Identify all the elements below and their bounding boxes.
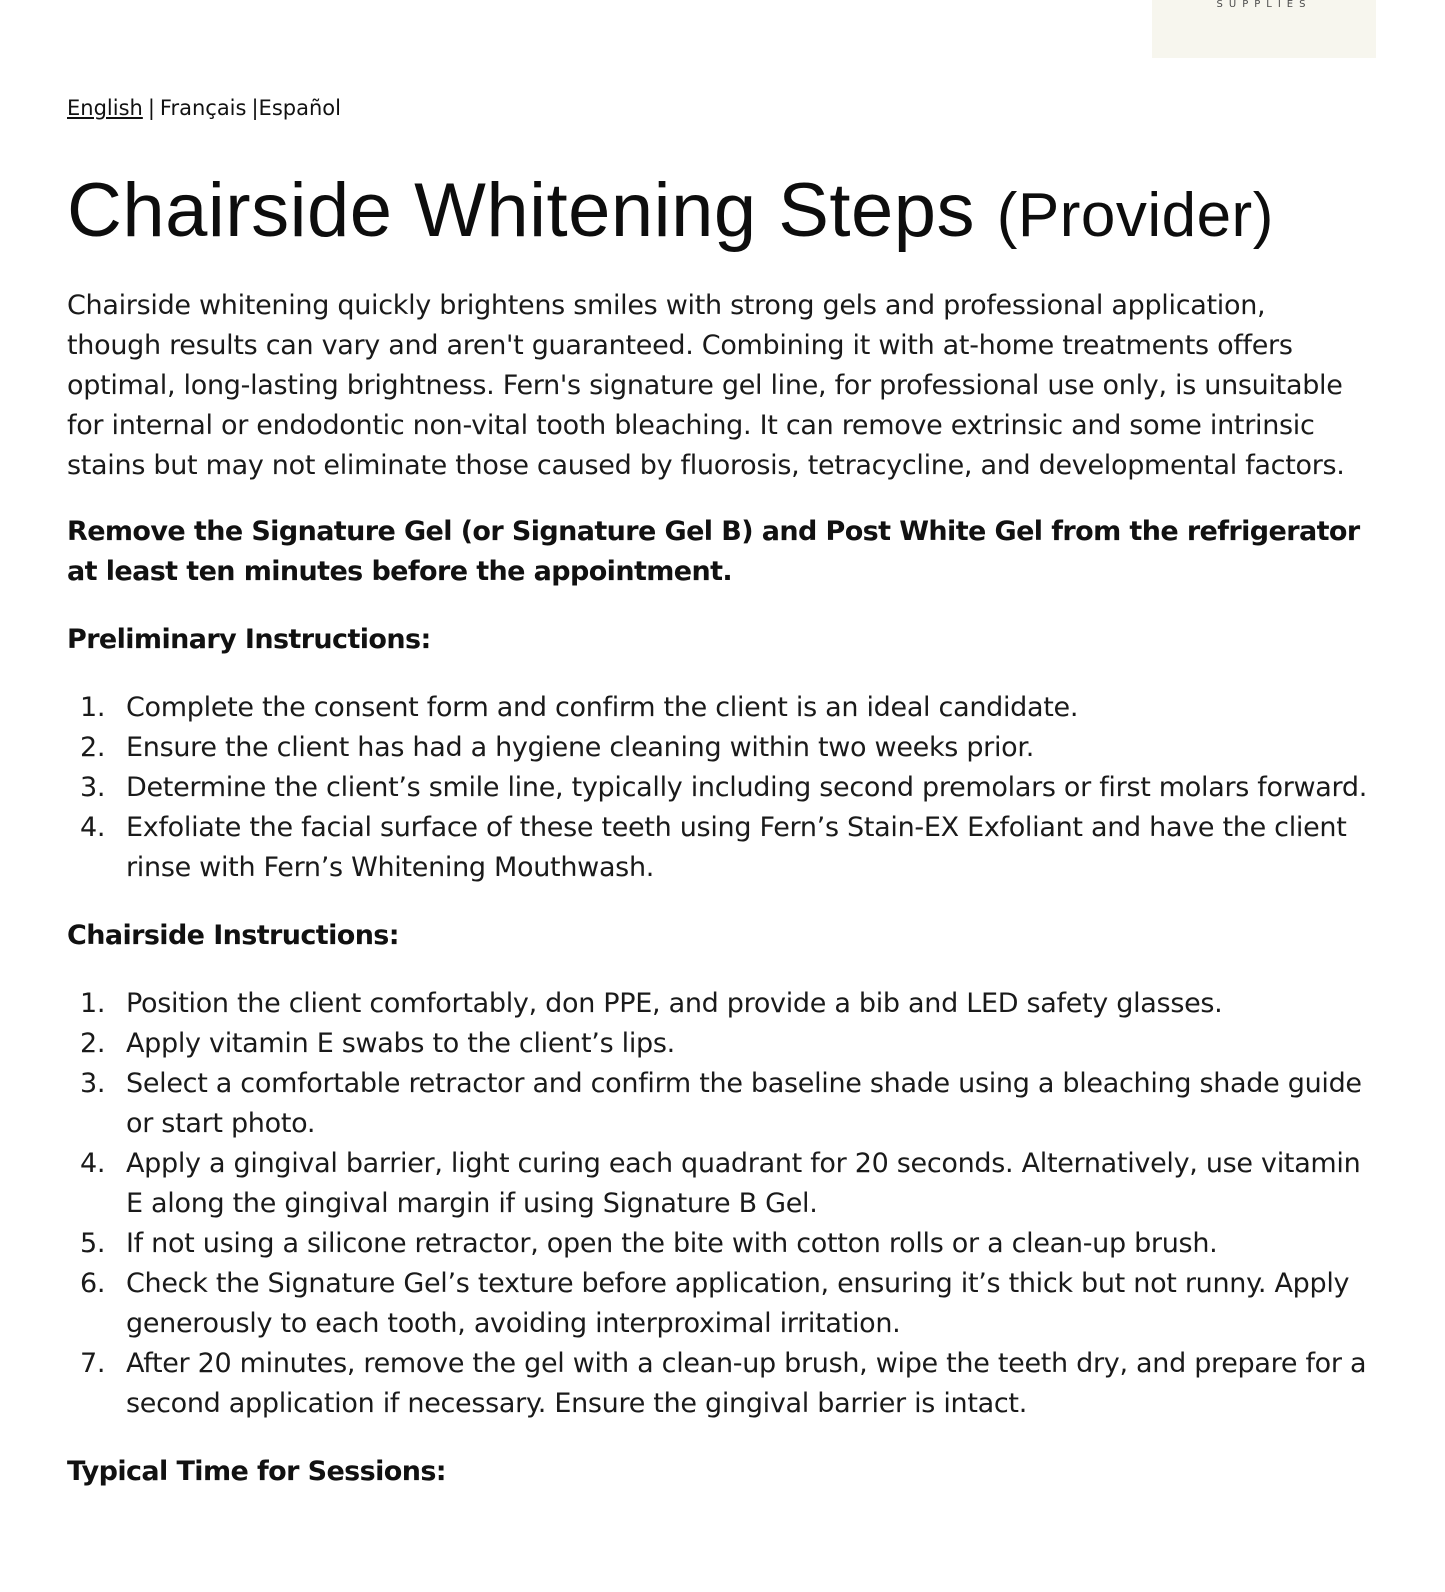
list-item-text: If not using a silicone retractor, open the bite with cotton rolls or a clean-up brush. [126, 1228, 1218, 1259]
chairside-list [67, 984, 1367, 1424]
list-item-number: 3. [80, 1068, 106, 1099]
language-link-english[interactable]: English [67, 96, 143, 120]
page-title [67, 165, 1367, 262]
list-item [67, 688, 1367, 728]
list-item-text: Position the client comfortably, don PPE, and provide a bib and LED safety glasses. [126, 988, 1223, 1019]
page-title-qualifier: (Provider) [996, 181, 1274, 250]
sessions-heading: Typical Time for Sessions: [67, 1456, 446, 1487]
list-item [67, 1224, 1367, 1264]
list-item-text: Apply vitamin E swabs to the client’s lips. [126, 1028, 675, 1059]
preliminary-heading: Preliminary Instructions: [67, 624, 431, 655]
list-item-number: 2. [80, 1028, 106, 1059]
list-item-text: Select a comfortable retractor and confirm the baseline shade using a bleaching shade guide or start photo. [126, 1068, 1362, 1139]
main-content [67, 165, 1367, 1492]
list-item-text: Complete the consent form and confirm the client is an ideal candidate. [126, 692, 1079, 723]
list-item-number: 1. [80, 988, 106, 1019]
list-item-number: 4. [80, 812, 106, 843]
language-separator: | [251, 96, 259, 120]
list-item [67, 984, 1367, 1024]
preliminary-list [67, 688, 1367, 888]
list-item [67, 1264, 1367, 1344]
list-item-text: Exfoliate the facial surface of these teeth using Fern’s Stain-EX Exfoliant and have the client rinse with Fern’s Whitening Mouthwash. [126, 812, 1347, 883]
logo-text: SUPPLIES [1216, 0, 1312, 10]
list-item-number: 1. [80, 692, 106, 723]
list-item-text: Ensure the client has had a hygiene cleaning within two weeks prior. [126, 732, 1035, 763]
list-item [67, 1344, 1367, 1424]
language-link-spanish[interactable]: Español [258, 96, 341, 120]
brand-logo[interactable] [1152, 0, 1376, 58]
list-item-number: 6. [80, 1268, 106, 1299]
refrigerator-notice: Remove the Signature Gel (or Signature Gel B) and Post White Gel from the refrigerator at least ten minutes before the appointment. [67, 516, 1360, 587]
list-item [67, 1064, 1367, 1144]
list-item-number: 4. [80, 1148, 106, 1179]
list-item [67, 1144, 1367, 1224]
list-item-text: Apply a gingival barrier, light curing each quadrant for 20 seconds. Alternatively, use vitamin E along the gingival margin if using Signature B Gel. [126, 1148, 1361, 1219]
list-item-number: 3. [80, 772, 106, 803]
list-item [67, 1024, 1367, 1064]
list-item-text: Determine the client’s smile line, typically including second premolars or first molars forward. [126, 772, 1367, 803]
language-link-french[interactable]: Français [159, 96, 247, 120]
list-item [67, 808, 1367, 888]
list-item [67, 728, 1367, 768]
list-item-text: After 20 minutes, remove the gel with a clean-up brush, wipe the teeth dry, and prepare for a second application if necessary. Ensure the gingival barrier is intact. [126, 1348, 1367, 1419]
list-item-number: 2. [80, 732, 106, 763]
page-title-main: Chairside Whitening Steps [67, 168, 976, 253]
list-item-number: 5. [80, 1228, 106, 1259]
chairside-heading: Chairside Instructions: [67, 920, 399, 951]
intro-paragraph: Chairside whitening quickly brightens smiles with strong gels and professional application, though results can vary and aren't guaranteed. Combining it with at-home treatments offers optimal, long-lasting brightness. Fern's signature gel line, for professional use only, is unsuitable for internal or endodontic non-vital tooth bleaching. It can remove extrinsic and some intrinsic stains but may not eliminate those caused by fluorosis, tetracycline, and developmental factors. [67, 290, 1345, 481]
list-item-number: 7. [80, 1348, 106, 1379]
list-item-text: Check the Signature Gel’s texture before application, ensuring it’s thick but not runny. Apply generously to each tooth, avoiding interproximal irritation. [126, 1268, 1350, 1339]
list-item [67, 768, 1367, 808]
language-separator: | [147, 96, 155, 120]
language-switcher [67, 94, 341, 122]
